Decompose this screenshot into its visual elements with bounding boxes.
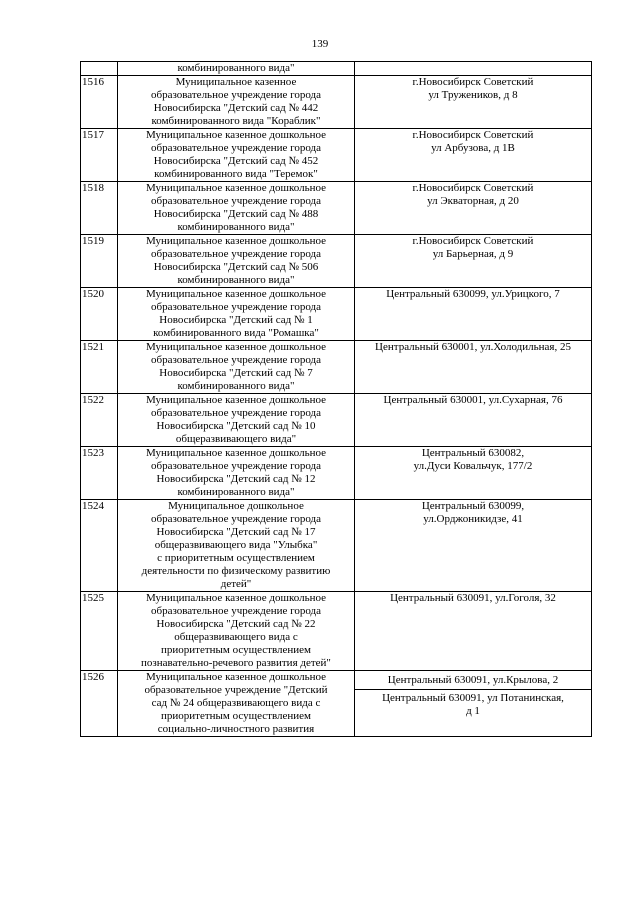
institution-name-line: образовательное учреждение города: [150, 248, 322, 260]
institution-name-line: Новосибирска "Детский сад № 22: [156, 618, 316, 630]
institution-address: [355, 288, 592, 341]
registry-table: [80, 61, 592, 737]
institution-address: [355, 671, 592, 737]
institution-name: [118, 671, 355, 737]
institution-name-line: образовательное учреждение города: [150, 605, 322, 617]
address-line: ул Тружеников, д 8: [428, 89, 518, 101]
institution-name-line: Новосибирска "Детский сад № 506: [153, 261, 319, 273]
institution-name-line: Муниципальное казенное дошкольное: [145, 341, 327, 353]
address-line: ул.Дуси Ковальчук, 177/2: [413, 460, 533, 472]
institution-name: [118, 592, 355, 671]
registry-table-body: [81, 62, 592, 737]
institution-address: [355, 447, 592, 500]
institution-name-line: образовательное учреждение города: [150, 142, 322, 154]
institution-name-line: комбинированного вида "Теремок": [154, 168, 318, 180]
table-row: [81, 447, 592, 500]
institution-name: [118, 500, 355, 592]
table-row: [81, 235, 592, 288]
institution-address: [355, 76, 592, 129]
institution-name-line: с приоритетным осуществлением: [157, 552, 315, 564]
row-number: 1520: [81, 288, 118, 341]
institution-address: [355, 500, 592, 592]
address-line: ул Арбузова, д 1В: [431, 142, 515, 154]
institution-name-line: Муниципальное дошкольное: [168, 500, 304, 512]
institution-name: [118, 394, 355, 447]
institution-name: [118, 447, 355, 500]
institution-name-line: детей": [220, 578, 252, 590]
row-number: 1517: [81, 129, 118, 182]
institution-name-line: Муниципальное казенное дошкольное: [145, 592, 327, 604]
institution-name-line: комбинированного вида": [177, 486, 295, 498]
institution-name-line: Муниципальное казенное дошкольное: [145, 671, 327, 683]
institution-name-line: комбинированного вида": [177, 274, 295, 286]
institution-name-line: Муниципальное казенное дошкольное: [145, 182, 327, 194]
institution-address: [355, 129, 592, 182]
address-line: Центральный 630091, ул Потанинская,: [382, 692, 564, 704]
address-line: Центральный 630099, ул.Урицкого, 7: [386, 288, 560, 300]
institution-address: [355, 394, 592, 447]
address-line: ул Барьерная, д 9: [432, 248, 514, 260]
table-row: [81, 288, 592, 341]
institution-name-line: деятельности по физическому развитию: [141, 565, 331, 577]
institution-name-line: Новосибирска "Детский сад № 17: [156, 526, 316, 538]
institution-name-line: образовательное учреждение города: [150, 460, 322, 472]
address-line: Центральный 630001, ул.Сухарная, 76: [383, 394, 563, 406]
institution-name-line: Муниципальное казенное дошкольное: [145, 129, 327, 141]
institution-name-line: образовательное учреждение города: [150, 301, 322, 313]
address-line: г.Новосибирск Советский: [412, 182, 534, 194]
page-number: 139: [311, 38, 329, 50]
institution-name-line: Муниципальное казенное дошкольное: [145, 394, 327, 406]
institution-name-line: сад № 24 общеразвивающего вида с: [151, 697, 321, 709]
row-number: 1523: [81, 447, 118, 500]
address-line: Центральный 630099,: [421, 500, 525, 512]
institution-name-line: образовательное учреждение "Детский: [144, 684, 328, 696]
institution-name-line: общеразвивающего вида с: [174, 631, 298, 643]
institution-name-line: Муниципальное казенное дошкольное: [145, 447, 327, 459]
institution-name: [118, 288, 355, 341]
institution-name-line: образовательное учреждение города: [150, 89, 322, 101]
institution-name-line: Новосибирска "Детский сад № 12: [156, 473, 316, 485]
institution-name: [118, 235, 355, 288]
institution-name-line: образовательное учреждение города: [150, 354, 322, 366]
row-number: 1522: [81, 394, 118, 447]
institution-name: [118, 76, 355, 129]
institution-address: [355, 182, 592, 235]
institution-name-line: Муниципальное казенное дошкольное: [145, 288, 327, 300]
table-row: [81, 182, 592, 235]
address-line: ул Экваторная, д 20: [427, 195, 519, 207]
row-number: 1526: [81, 671, 118, 737]
institution-name-line: комбинированного вида": [177, 62, 295, 74]
institution-name-line: Муниципальное казенное: [175, 76, 297, 88]
institution-name-line: Муниципальное казенное дошкольное: [145, 235, 327, 247]
institution-name-line: Новосибирска "Детский сад № 442: [153, 102, 319, 114]
table-row: [81, 671, 592, 737]
address-line: г.Новосибирск Советский: [412, 129, 534, 141]
institution-name-line: познавательно-речевого развития детей": [141, 657, 331, 669]
institution-name-line: образовательное учреждение города: [150, 407, 322, 419]
institution-name-line: Новосибирска "Детский сад № 488: [153, 208, 319, 220]
institution-name-line: комбинированного вида "Ромашка": [153, 327, 319, 339]
table-row: [81, 76, 592, 129]
table-row: [81, 62, 592, 76]
institution-address: [355, 62, 592, 76]
address-entry: [355, 689, 591, 720]
institution-name-line: общеразвивающего вида": [175, 433, 297, 445]
institution-name: [118, 129, 355, 182]
address-line: ул.Орджоникидзе, 41: [423, 513, 523, 525]
address-line: д 1: [466, 705, 480, 717]
institution-name: [118, 182, 355, 235]
institution-name-line: комбинированного вида": [177, 380, 295, 392]
row-number: 1519: [81, 235, 118, 288]
address-line: г.Новосибирск Советский: [412, 235, 534, 247]
institution-name: [118, 62, 355, 76]
institution-address: [355, 592, 592, 671]
table-row: [81, 500, 592, 592]
row-number: [81, 62, 118, 76]
address-entry: [355, 672, 591, 689]
table-row: [81, 129, 592, 182]
address-line: Центральный 630082,: [421, 447, 525, 459]
institution-name-line: комбинированного вида "Кораблик": [151, 115, 321, 127]
row-number: 1516: [81, 76, 118, 129]
row-number: 1518: [81, 182, 118, 235]
institution-name-line: общеразвивающего вида "Улыбка": [154, 539, 318, 551]
row-number: 1521: [81, 341, 118, 394]
institution-name-line: Новосибирска "Детский сад № 452: [153, 155, 319, 167]
table-row: [81, 341, 592, 394]
institution-name-line: Новосибирска "Детский сад № 1: [159, 314, 313, 326]
institution-name-line: Новосибирска "Детский сад № 7: [159, 367, 313, 379]
institution-name-line: образовательное учреждение города: [150, 513, 322, 525]
institution-address: [355, 341, 592, 394]
address-line: Центральный 630091, ул.Гоголя, 32: [390, 592, 556, 604]
table-row: [81, 394, 592, 447]
institution-address: [355, 235, 592, 288]
institution-name-line: комбинированного вида": [177, 221, 295, 233]
institution-name: [118, 341, 355, 394]
row-number: 1524: [81, 500, 118, 592]
row-number: 1525: [81, 592, 118, 671]
institution-name-line: социально-личностного развития: [157, 723, 315, 735]
address-line: Центральный 630001, ул.Холодильная, 25: [375, 341, 571, 353]
institution-name-line: образовательное учреждение города: [150, 195, 322, 207]
address-line: г.Новосибирск Советский: [412, 76, 534, 88]
institution-name-line: Новосибирска "Детский сад № 10: [156, 420, 316, 432]
institution-name-line: приоритетным осуществлением: [160, 710, 311, 722]
address-line: Центральный 630091, ул.Крылова, 2: [387, 674, 559, 686]
institution-name-line: приоритетным осуществлением: [160, 644, 311, 656]
table-row: [81, 592, 592, 671]
